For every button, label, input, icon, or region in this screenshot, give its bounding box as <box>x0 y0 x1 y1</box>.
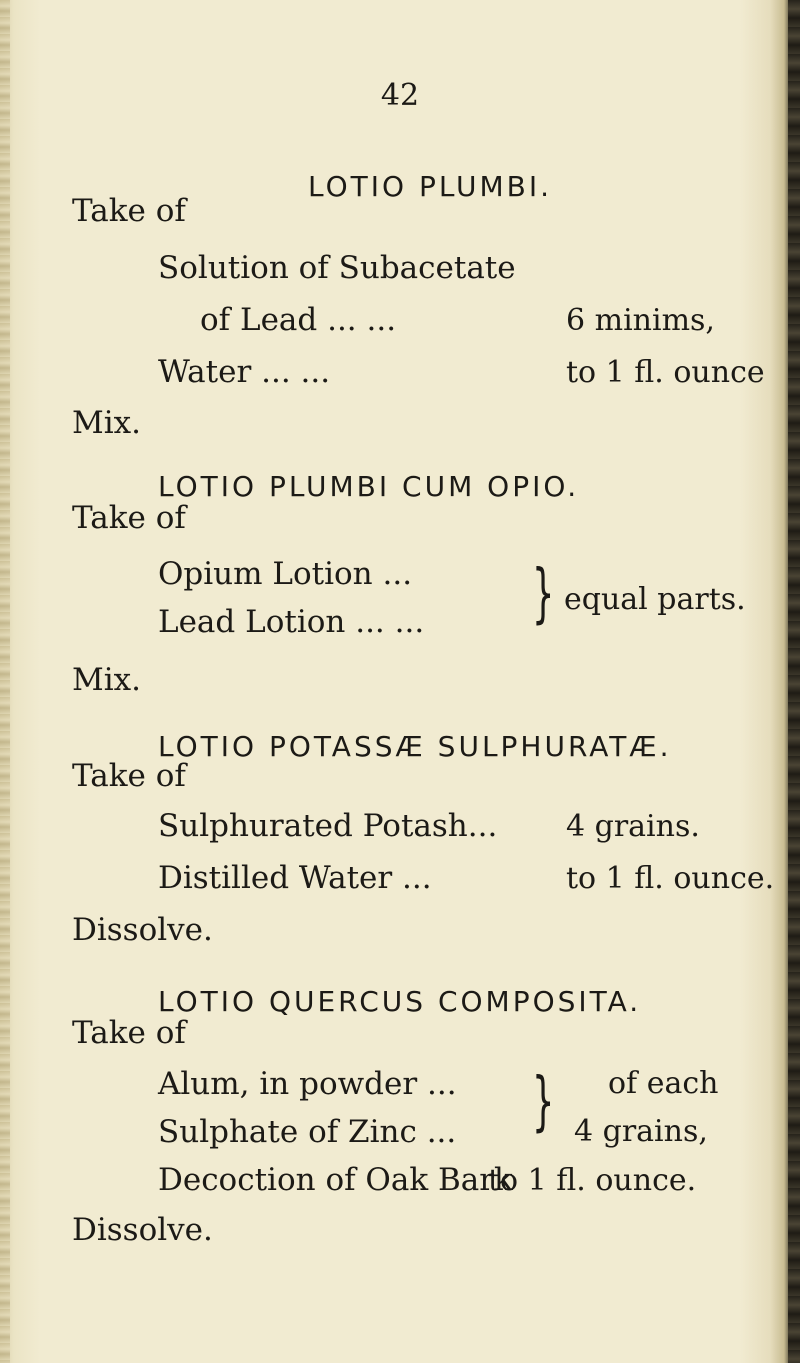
ingredient-name: Alum, in powder ... <box>158 1066 457 1102</box>
take-of-label: Take of <box>72 1015 186 1051</box>
instruction-text: Dissolve. <box>72 912 213 948</box>
ingredient-name: Sulphate of Zinc ... <box>158 1114 457 1150</box>
section-heading-lotio-plumbi: LOTIO PLUMBI. <box>308 170 553 203</box>
ingredient-name: Opium Lotion ... <box>158 556 413 592</box>
section-heading-lotio-potassae-sulphuratae: LOTIO POTASSÆ SULPHURATÆ. <box>158 730 672 763</box>
take-of-label: Take of <box>72 758 186 794</box>
page-number: 42 <box>380 78 420 113</box>
ingredient-name: Lead Lotion ... ... <box>158 604 425 640</box>
page-left-edge <box>0 0 10 1363</box>
section-heading-lotio-plumbi-cum-opio: LOTIO PLUMBI CUM OPIO. <box>158 470 580 503</box>
instruction-text: Mix. <box>72 662 141 698</box>
brace-icon: } <box>532 1065 555 1139</box>
instruction-text: Mix. <box>72 405 141 441</box>
ingredient-quantity: 4 grains. <box>566 809 700 844</box>
ingredient-name: Sulphurated Potash... <box>158 808 498 844</box>
ingredient-quantity: 6 minims, <box>566 303 715 338</box>
ingredient-quantity: to 1 fl. ounce. <box>488 1163 697 1198</box>
brace-label: of each <box>608 1066 719 1101</box>
instruction-text: Dissolve. <box>72 1212 213 1248</box>
ingredient-name: of Lead ... ... <box>200 302 397 338</box>
ingredient-name: Water ... ... <box>158 354 331 390</box>
ingredient-quantity: to 1 fl. ounce <box>566 355 765 390</box>
book-spine-edge <box>788 0 800 1363</box>
ingredient-name: Solution of Subacetate <box>158 250 516 286</box>
take-of-label: Take of <box>72 500 186 536</box>
brace-icon: } <box>532 557 555 631</box>
ingredient-name: Decoction of Oak Bark <box>158 1162 513 1198</box>
ingredient-name: Distilled Water ... <box>158 860 432 896</box>
section-heading-lotio-quercus-composita: LOTIO QUERCUS COMPOSITA. <box>158 985 642 1018</box>
take-of-label: Take of <box>72 193 186 229</box>
brace-label: equal parts. <box>564 582 746 617</box>
ingredient-quantity: to 1 fl. ounce. <box>566 861 775 896</box>
brace-label: 4 grains, <box>574 1114 708 1149</box>
